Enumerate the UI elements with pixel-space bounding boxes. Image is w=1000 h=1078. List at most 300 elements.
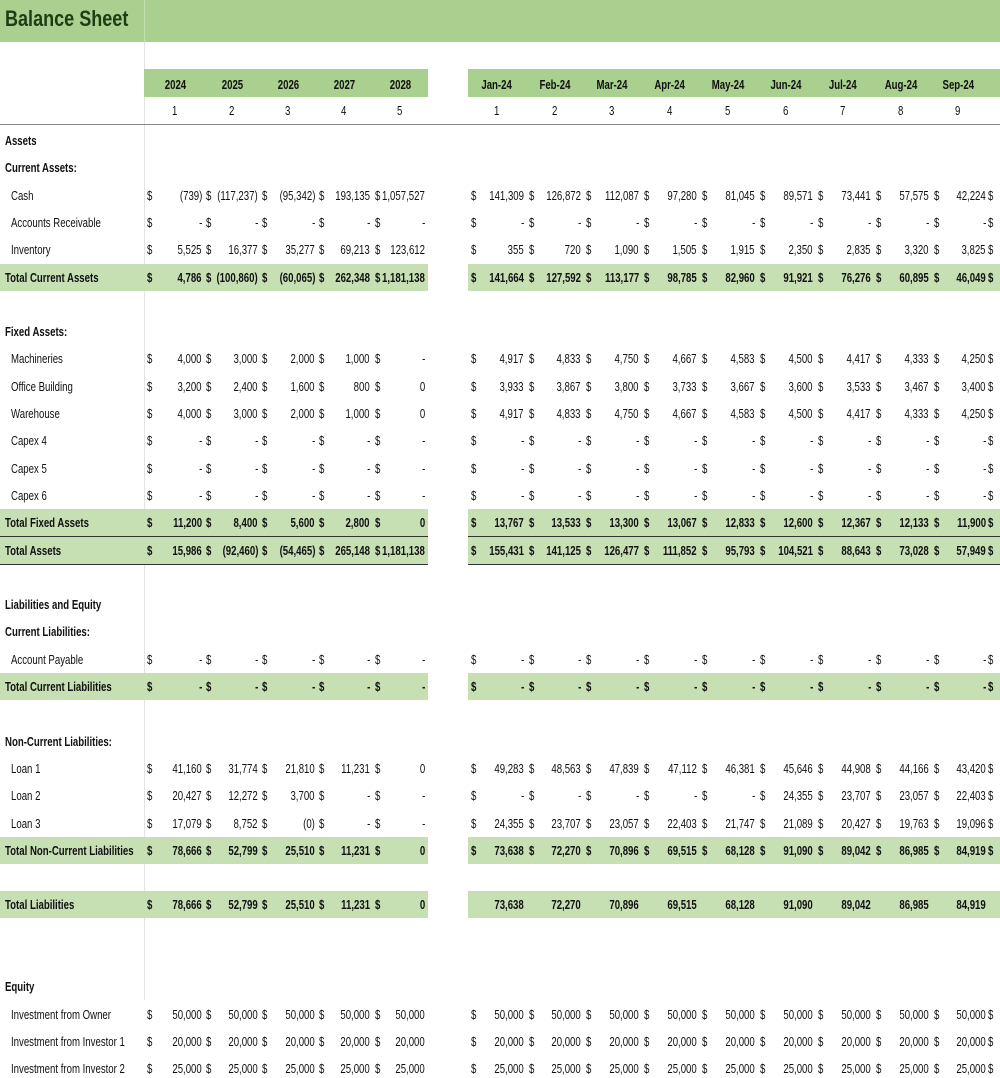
month-value: 50,000 [783,1006,813,1022]
month-header-label: Mar-24 [596,77,628,92]
currency-symbol: $ [818,378,824,394]
currency-symbol: $ [934,815,940,831]
month-value: 4,583 [730,406,755,421]
currency-symbol: $ [702,242,708,258]
currency-symbol: $ [702,651,708,667]
currency-symbol: $ [644,269,650,285]
currency-symbol: $ [206,187,212,203]
currency-symbol: $ [876,542,882,558]
currency-symbol: $ [471,242,477,258]
month-value: 50,000 [956,1006,986,1022]
currency-symbol: $ [644,378,650,394]
month-index: 7 [840,103,846,118]
currency-symbol: $ [988,269,994,285]
currency-symbol: $ [760,214,766,230]
currency-symbol: $ [644,433,650,449]
year-index: 5 [397,103,403,118]
month-value: 355 [507,242,524,258]
month-value: 47,112 [668,760,697,776]
year-value: 50,000 [285,1006,315,1022]
year-value: - [421,460,425,476]
currency-symbol: $ [586,214,592,230]
year-value: 4,000 [177,351,202,367]
year-value: - [421,351,425,367]
currency-symbol: $ [529,679,535,694]
month-value: - [520,214,524,230]
currency-symbol: $ [471,351,477,367]
month-value: - [809,460,813,476]
currency-symbol: $ [644,1006,650,1022]
currency-symbol: $ [147,842,153,858]
currency-symbol: $ [319,651,325,667]
year-value: - [366,788,370,804]
month-value: 50,000 [494,1006,524,1022]
currency-symbol: $ [206,651,212,667]
month-value: - [867,460,871,476]
year-value: 20,000 [395,1033,425,1049]
currency-symbol: $ [206,269,212,285]
month-value: 155,431 [489,542,524,558]
month-value: 126,872 [546,187,581,203]
month-header-label: Feb-24 [539,77,571,92]
year-value: 31,774 [228,760,258,776]
year-value: 50,000 [172,1006,202,1022]
currency-symbol: $ [147,378,153,394]
currency-symbol: $ [147,1033,153,1049]
year-value: 265,148 [335,542,370,558]
month-value: 24,355 [783,788,813,804]
currency-symbol: $ [702,187,708,203]
month-value: 84,919 [956,842,986,858]
year-value: - [421,815,425,831]
year-value: 50,000 [395,1006,425,1022]
currency-symbol: $ [319,788,325,804]
currency-symbol: $ [760,460,766,476]
currency-symbol: $ [262,760,268,776]
currency-symbol: $ [319,242,325,258]
month-header-label: Jan-24 [481,77,513,92]
month-value: - [809,433,813,449]
month-value: 72,270 [551,897,581,913]
month-value: 50,000 [609,1006,639,1022]
month-value: 3,533 [846,378,871,394]
currency-symbol: $ [586,788,592,804]
month-value: 11,900 [957,515,986,531]
currency-symbol: $ [702,679,708,694]
row-label: Current Assets: [5,160,77,176]
year-index: 1 [172,103,178,118]
year-value: 20,000 [172,1033,202,1049]
currency-symbol: $ [934,1061,940,1077]
currency-symbol: $ [876,515,882,531]
currency-symbol: $ [644,460,650,476]
month-value: - [982,651,986,667]
year-value: 16,377 [228,242,258,258]
month-value: 23,707 [841,788,871,804]
month-value: - [577,214,581,230]
month-value: 3,320 [904,242,929,258]
year-value: 20,000 [285,1033,315,1049]
currency-symbol: $ [760,187,766,203]
month-value: - [751,651,755,667]
row-label: Liabilities and Equity [5,597,102,613]
month-value: - [925,433,929,449]
currency-symbol: $ [988,460,994,476]
row-label: Total Current Assets [5,269,99,285]
month-value: 104,521 [778,542,813,558]
year-value: 17,079 [172,815,202,831]
month-value: 68,128 [725,897,755,913]
currency-symbol: $ [471,460,477,476]
currency-symbol: $ [586,242,592,258]
currency-symbol: $ [760,433,766,449]
month-value: 72,270 [551,842,581,858]
year-value: 11,200 [173,515,202,531]
currency-symbol: $ [934,460,940,476]
currency-symbol: $ [471,378,477,394]
currency-symbol: $ [818,269,824,285]
month-value: 3,400 [961,378,986,394]
month-value: 4,333 [904,351,929,367]
currency-symbol: $ [934,242,940,258]
month-value: - [751,487,755,503]
month-value: 73,638 [494,897,524,913]
currency-symbol: $ [206,487,212,503]
currency-symbol: $ [876,460,882,476]
currency-symbol: $ [319,542,325,558]
year-value: - [198,433,202,449]
currency-symbol: $ [529,187,535,203]
currency-symbol: $ [586,433,592,449]
month-value: 42,224 [956,187,986,203]
year-value: - [311,487,315,503]
currency-symbol: $ [934,1006,940,1022]
title-banner [0,0,1000,42]
currency-symbol: $ [471,760,477,776]
currency-symbol: $ [262,515,268,531]
currency-symbol: $ [319,406,325,421]
month-value: 21,747 [725,815,755,831]
currency-symbol: $ [471,269,477,285]
month-value: 4,583 [730,351,755,367]
currency-symbol: $ [988,351,994,367]
month-value: - [635,651,639,667]
month-value: - [751,214,755,230]
year-value: 5,600 [290,515,315,531]
currency-symbol: $ [760,542,766,558]
currency-symbol: $ [262,378,268,394]
month-value: 126,477 [604,542,639,558]
month-value: 12,833 [725,515,755,531]
year-value: - [254,651,258,667]
year-value: 3,000 [233,406,258,421]
year-value: - [421,679,425,694]
currency-symbol: $ [206,760,212,776]
currency-symbol: $ [988,788,994,804]
year-value: 52,799 [228,897,258,913]
month-value: 111,852 [663,542,697,558]
currency-symbol: $ [471,788,477,804]
year-value: - [366,460,370,476]
currency-symbol: $ [147,788,153,804]
year-value: - [366,679,370,694]
month-value: 97,280 [667,187,697,203]
currency-symbol: $ [375,460,381,476]
currency-symbol: $ [206,214,212,230]
currency-symbol: $ [760,351,766,367]
currency-symbol: $ [760,788,766,804]
currency-symbol: $ [529,842,535,858]
month-value: 3,867 [556,378,581,394]
currency-symbol: $ [818,351,824,367]
currency-symbol: $ [876,788,882,804]
month-value: 23,057 [899,788,929,804]
month-value: 70,896 [609,842,639,858]
month-value: 13,533 [551,515,581,531]
currency-symbol: $ [529,651,535,667]
month-value: - [635,788,639,804]
currency-symbol: $ [375,214,381,230]
currency-symbol: $ [147,460,153,476]
month-value: - [693,487,697,503]
month-value: 89,042 [841,897,871,913]
year-value: - [198,651,202,667]
currency-symbol: $ [206,406,212,421]
currency-symbol: $ [262,842,268,858]
currency-symbol: $ [644,760,650,776]
year-value: 1,000 [345,351,370,367]
currency-symbol: $ [586,1033,592,1049]
currency-symbol: $ [586,378,592,394]
currency-symbol: $ [375,815,381,831]
currency-symbol: $ [262,1006,268,1022]
currency-symbol: $ [702,487,708,503]
currency-symbol: $ [876,406,882,421]
year-value: (739) [179,187,202,203]
currency-symbol: $ [319,1006,325,1022]
row-label: Cash [11,187,34,203]
currency-symbol: $ [529,351,535,367]
currency-symbol: $ [934,788,940,804]
currency-symbol: $ [375,515,381,531]
month-value: - [635,487,639,503]
currency-symbol: $ [586,651,592,667]
month-value: 50,000 [667,1006,697,1022]
currency-symbol: $ [934,679,940,694]
currency-symbol: $ [319,487,325,503]
year-value: 3,000 [233,351,258,367]
year-value: 78,666 [172,842,202,858]
currency-symbol: $ [644,842,650,858]
currency-symbol: $ [644,351,650,367]
year-value: 11,231 [341,760,370,776]
month-value: 13,067 [667,515,697,531]
year-value: 35,277 [285,242,315,258]
month-value: 57,575 [899,187,929,203]
month-value: 57,949 [956,542,986,558]
currency-symbol: $ [206,897,212,913]
currency-symbol: $ [934,433,940,449]
year-value: (100,860) [216,269,258,285]
year-value: 25,000 [285,1061,315,1077]
month-value: 44,166 [899,760,929,776]
row-label: Total Assets [5,542,62,558]
currency-symbol: $ [818,842,824,858]
currency-symbol: $ [375,1061,381,1077]
currency-symbol: $ [876,815,882,831]
year-value: 50,000 [228,1006,258,1022]
year-value: 4,000 [177,406,202,421]
currency-symbol: $ [586,515,592,531]
currency-symbol: $ [529,460,535,476]
month-value: - [867,679,871,694]
currency-symbol: $ [760,1061,766,1077]
month-value: 3,800 [614,378,639,394]
currency-symbol: $ [702,760,708,776]
currency-symbol: $ [702,515,708,531]
currency-symbol: $ [319,378,325,394]
month-value: 4,250 [961,406,986,421]
year-value: - [311,679,315,694]
year-value: 78,666 [172,897,202,913]
month-value: 25,000 [551,1061,581,1077]
month-value: 25,000 [841,1061,871,1077]
currency-symbol: $ [375,1006,381,1022]
year-value: - [254,214,258,230]
row-label: Total Fixed Assets [5,515,89,531]
month-value: 4,833 [556,406,581,421]
month-index: 8 [898,103,904,118]
month-value: 49,283 [494,760,524,776]
year-value: 0 [419,515,425,531]
month-value: 4,500 [788,406,813,421]
currency-symbol: $ [760,842,766,858]
month-value: 73,638 [494,842,524,858]
row-label: Loan 1 [11,760,41,776]
currency-symbol: $ [988,542,994,558]
month-value: 24,355 [494,815,524,831]
month-value: 3,933 [499,378,524,394]
currency-symbol: $ [471,651,477,667]
year-value: 41,160 [172,760,202,776]
year-value: 20,427 [172,788,202,804]
month-value: - [520,433,524,449]
currency-symbol: $ [934,351,940,367]
month-value: 20,000 [551,1033,581,1049]
currency-symbol: $ [702,406,708,421]
year-header-label: 2026 [277,77,299,92]
year-value: (117,237) [217,187,258,203]
month-value: - [751,788,755,804]
month-index: 6 [783,103,789,118]
currency-symbol: $ [147,897,153,913]
currency-symbol: $ [818,242,824,258]
currency-symbol: $ [586,542,592,558]
currency-symbol: $ [375,269,381,285]
year-value: 12,272 [228,788,258,804]
currency-symbol: $ [760,760,766,776]
year-value: 4,786 [177,269,202,285]
month-value: 141,664 [489,269,524,285]
year-value: - [421,433,425,449]
currency-symbol: $ [702,842,708,858]
month-value: 44,908 [841,760,871,776]
currency-symbol: $ [375,897,381,913]
currency-symbol: $ [702,214,708,230]
currency-symbol: $ [471,1061,477,1077]
month-value: - [577,433,581,449]
month-value: 4,500 [788,351,813,367]
currency-symbol: $ [206,842,212,858]
currency-symbol: $ [818,815,824,831]
month-value: 20,000 [667,1033,697,1049]
currency-symbol: $ [760,1033,766,1049]
row-label: Warehouse [11,406,60,421]
month-index: 4 [667,103,673,118]
year-value: - [311,651,315,667]
row-label: Current Liabilities: [5,624,90,640]
header-bottom-border [0,124,1000,125]
currency-symbol: $ [206,242,212,258]
month-value: 1,090 [614,242,639,258]
row-label: Account Payable [11,651,84,667]
year-value: - [366,487,370,503]
currency-symbol: $ [529,214,535,230]
month-value: 81,045 [725,187,755,203]
year-value: - [254,433,258,449]
year-value: - [311,214,315,230]
currency-symbol: $ [262,897,268,913]
month-value: 25,000 [783,1061,813,1077]
month-value: - [925,214,929,230]
year-value: - [421,487,425,503]
currency-symbol: $ [262,815,268,831]
currency-symbol: $ [818,406,824,421]
month-value: - [577,651,581,667]
month-value: - [693,788,697,804]
currency-symbol: $ [206,815,212,831]
month-value: 70,896 [609,897,639,913]
currency-symbol: $ [529,269,535,285]
currency-symbol: $ [529,542,535,558]
month-value: 50,000 [841,1006,871,1022]
month-value: - [751,679,755,694]
year-value: 25,510 [285,842,315,858]
month-header-label: Jul-24 [829,77,857,92]
month-header-label: Jun-24 [770,77,802,92]
currency-symbol: $ [529,788,535,804]
currency-symbol: $ [375,542,381,558]
month-index: 2 [552,103,558,118]
month-value: 22,403 [667,815,697,831]
currency-symbol: $ [375,406,381,421]
month-value: - [867,651,871,667]
month-value: 20,000 [841,1033,871,1049]
currency-symbol: $ [702,788,708,804]
row-label: Accounts Receivable [11,214,101,230]
year-value: 1,000 [345,406,370,421]
month-value: 22,403 [956,788,986,804]
month-index: 1 [494,103,500,118]
month-value: 113,177 [604,269,639,285]
month-value: 86,985 [899,897,929,913]
grand-total-border [0,564,428,565]
year-value: 8,752 [233,815,258,831]
currency-symbol: $ [262,487,268,503]
month-value: - [925,679,929,694]
row-label: Non-Current Liabilities: [5,733,112,749]
year-value: - [366,815,370,831]
